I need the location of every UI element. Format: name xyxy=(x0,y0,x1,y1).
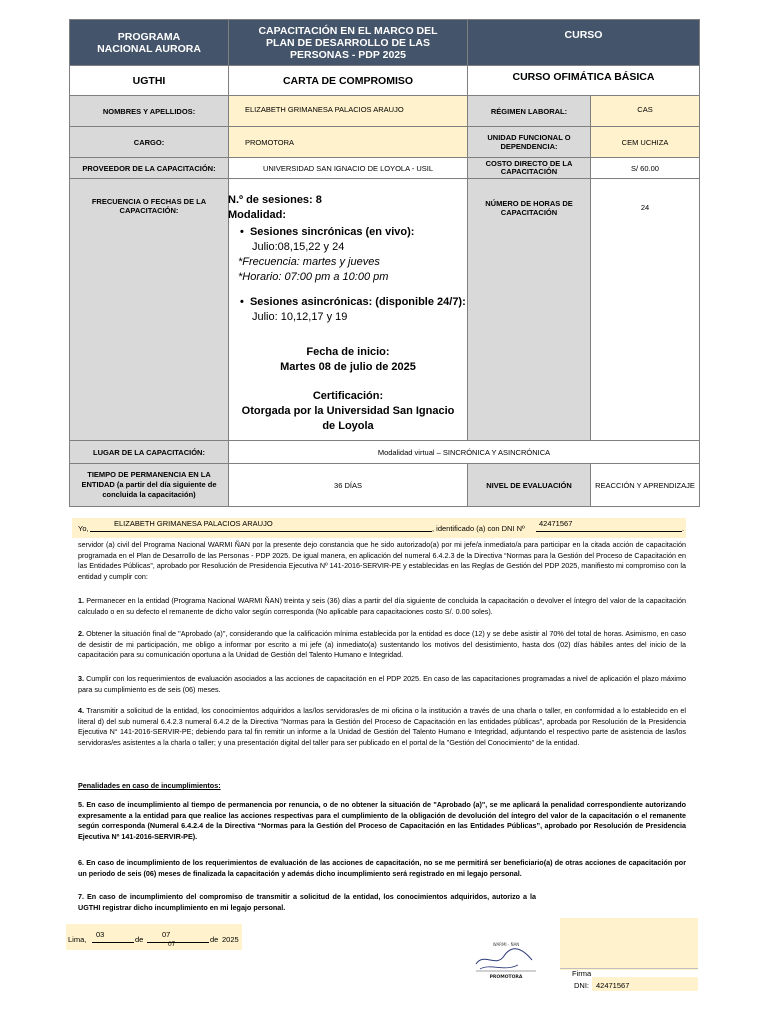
async-title: • Sesiones asincrónicas: (disponible 24/7): xyxy=(240,296,466,308)
date-year: 2025 xyxy=(222,935,239,944)
identified-label: , identificado (a) con DNI Nº xyxy=(432,524,525,533)
hours-value: 24 xyxy=(590,178,700,441)
schedule-block xyxy=(228,193,468,434)
svg-text:WARMI - ÑAN: WARMI - ÑAN xyxy=(492,942,520,947)
names-value: ELIZABETH GRIMANESA PALACIOS ARAUJO xyxy=(228,95,468,127)
commitment-3: 3. Cumplir con los requerimientos de evaluación asociados a las acciones de capacitación en el PDP 2025. En caso de las capacitaciones programadas a nivel de aplicación el plazo máximo para su cumplimiento es de seis (06) meses. xyxy=(78,674,687,694)
bullet-icon: • xyxy=(240,296,250,308)
regime-value: CAS xyxy=(590,95,700,127)
sessions-count: N.º de sesiones: 8 xyxy=(228,194,322,206)
signature-label: Firma xyxy=(572,969,592,978)
position-value: PROMOTORA xyxy=(228,126,468,158)
position-label: CARGO: xyxy=(69,126,229,158)
sync-frequency: *Frecuencia: martes y jueves xyxy=(238,256,380,268)
commitment-2: 2. Obtener la situación final de "Aprobado (a)", considerando que la calificación mínima establecida por la entidad es doce (12) y se debe asistir al 70% del total de horas. Asimismo, en caso de desistir de mi participación, me obligo a informar por escrito a mi jefe (a) inmediato(a) sustentando los motivos del desistimiento, hasta dos (02) días hábiles antes del inicio de la capacitación para su comunicación oportuna a la Unidad de Gestión del Talento Humano e Integridad. xyxy=(78,629,686,659)
evaluation-value: REACCIÓN Y APRENDIZAJE xyxy=(590,463,700,507)
modality-label: Modalidad: xyxy=(228,209,287,221)
date-day: 03 xyxy=(92,930,134,943)
sync-time: *Horario: 07:00 pm a 10:00 pm xyxy=(238,271,389,283)
provider-label: PROVEEDOR DE LA CAPACITACIÓN: xyxy=(69,157,229,179)
declarant-dni: 42471567 xyxy=(536,519,682,532)
city-label: Lima, xyxy=(68,935,87,944)
bullet-icon: • xyxy=(240,226,250,238)
de-label-2: de xyxy=(210,935,219,944)
svg-text:PROMOTORA: PROMOTORA xyxy=(489,975,523,980)
cost-value: S/ 60.00 xyxy=(590,157,700,179)
course-name: CURSO OFIMÁTICA BÁSICA xyxy=(467,65,700,96)
unit-value: CEM UCHIZA xyxy=(590,126,700,158)
signature-dni: 42471567 xyxy=(596,981,630,990)
intro-paragraph: servidor (a) civil del Programa Nacional WARMI ÑAN por la presente dejo constancia que he sido autorizado(a) por mi jefe/a inmediato/a para participar en la citada acción de capacitación programada en el Plan de Desarrollo de las Personas - PDP 2025. De igual manera, en aplicación del numeral 6.4.2.3 de la Directiva “Normas para la Gestión del Proceso de Capacitación en las Entidades Públicas”, aprobado por Resolución de Presidencia Ejecutiva Nº 141-2016-SERVIR-PE y establecidas en las Reglas de Gestión del PDP 2025, manifiesto mi compromiso con la entidad y cumplir con: xyxy=(78,540,686,581)
date-month: 07 xyxy=(147,930,209,943)
place-value: Modalidad virtual – SINCRÓNICA Y ASINCRÓNICA xyxy=(228,440,700,464)
regime-label: RÉGIMEN LABORAL: xyxy=(467,95,591,127)
start-label: Fecha de inicio: xyxy=(306,346,390,358)
penalties-title: Penalidades en caso de incumplimientos: xyxy=(78,781,221,790)
provider-value: UNIVERSIDAD SAN IGNACIO DE LOYOLA - USIL xyxy=(228,157,468,179)
stay-value: 36 DÍAS xyxy=(228,463,468,507)
unit-label: UNIDAD FUNCIONAL O DEPENDENCIA: xyxy=(467,126,591,158)
commitment-4: 4. Transmitir a solicitud de la entidad, los conocimientos adquiridos a las/los servidoras/es de mi oficina o la institución a través de una charla o taller, en conformidad a lo establecido en el literal d) del sub numeral 6.4.2.3 numeral 6.4.2 de la Directiva "Normas para la Gestión del Proceso de Capacitación en las entidades públicas", aprobada por Resolución de la Presidencia Ejecutiva N° 141-2016-SERVIR-PE; debiendo para tal fin remitir un informe a la Unidad de Gestión del Talento Humano e Integridad, adjuntando el respectivo parte de asistencia de las/los servidoras/es asistentes a la charla o taller; y una presentación digital del taller para ser publicado en el portal de la "Gestión del Conocimiento" de la entidad. xyxy=(78,706,686,747)
start-date: Martes 08 de julio de 2025 xyxy=(280,361,416,373)
date-month-2: 07 xyxy=(168,941,176,948)
frequency-label: FRECUENCIA O FECHAS DE LA CAPACITACIÓN: xyxy=(69,178,229,441)
yo-label: Yo, xyxy=(78,524,89,533)
course-header: CURSO xyxy=(467,19,700,66)
program-name: PROGRAMA NACIONAL AURORA xyxy=(69,19,229,66)
cert-label: Certificación: xyxy=(312,390,384,402)
signature-box xyxy=(560,918,698,970)
async-dates: Julio: 10,12,17 y 19 xyxy=(252,311,348,323)
de-label-1: de xyxy=(135,935,144,944)
names-label: NOMBRES Y APELLIDOS: xyxy=(69,95,229,127)
penalty-6: 6. En caso de incumplimiento de los requerimientos de evaluación de las acciones de capacitación, no se me permitirá ser beneficiario(a) de otras acciones de capacitación por un periodo de seis (06) meses de finalizada la capacitación y además dicho incumplimiento será registrado en mi legajo personal. xyxy=(78,858,686,878)
cost-label: COSTO DIRECTO DE LA CAPACITACIÓN xyxy=(467,157,591,179)
stay-label: TIEMPO DE PERMANENCIA EN LA ENTIDAD (a partir del día siguiente de concluida la capacitación) xyxy=(69,463,229,507)
hours-label: NÚMERO DE HORAS DE CAPACITACIÓN xyxy=(467,178,591,441)
period: . xyxy=(682,524,685,533)
commitment-1: 1. Permanecer en la entidad (Programa Nacional WARMI ÑAN) treinta y seis (36) días a partir del día siguiente de concluida la capacitación o devolver el íntegro del valor de la capacitación calculado o en su defecto el remanente de dicho valor según corresponda (No aplicable para capacitaciones costo S/. 0.00 soles). xyxy=(78,596,686,616)
document-type: CARTA DE COMPROMISO xyxy=(228,65,468,96)
unit-ugthi: UGTHI xyxy=(69,65,229,96)
evaluation-label: NIVEL DE EVALUACIÓN xyxy=(467,463,591,507)
dni-label: DNI: xyxy=(574,981,589,990)
penalty-5: 5. En caso de incumplimiento al tiempo de permanencia por renuncia, o de no obtener la situación de "Aprobado (a)", se me aplicará la penalidad correspondiente autorizando expresamente a la entidad para que realice las acciones respectivas para el cumplimiento de la obligación de devolución del íntegro del valor de la capacitación o el remanente según corresponda (Numeral 6.4.2.4 de la Directiva “Normas para la Gestión del Proceso de Capacitación en las Entidades Públicas”, aprobado por Resolución de Presidencia Ejecutiva Nº 141-2016-SERVIR-PE). xyxy=(78,800,686,841)
document-title: CAPACITACIÓN EN EL MARCO DEL PLAN DE DESARROLLO DE LAS PERSONAS - PDP 2025 xyxy=(228,19,468,66)
penalty-7: 7. En caso de incumplimiento del compromiso de transmitir a solicitud de la entidad, los conocimientos adquiridos, autorizo a la UGTHI registrar dicho incumplimiento en mi legajo personal. xyxy=(78,892,537,912)
signature-stamp xyxy=(470,938,542,982)
sync-dates: Julio:08,15,22 y 24 xyxy=(252,241,345,253)
sync-title: • Sesiones sincrónicas (en vivo): xyxy=(240,226,415,238)
place-label: LUGAR DE LA CAPACITACIÓN: xyxy=(69,440,229,464)
cert-value: Otorgada por la Universidad San Ignacio de Loyola xyxy=(241,405,455,432)
declarant-name: ELIZABETH GRIMANESA PALACIOS ARAUJO xyxy=(90,519,432,532)
